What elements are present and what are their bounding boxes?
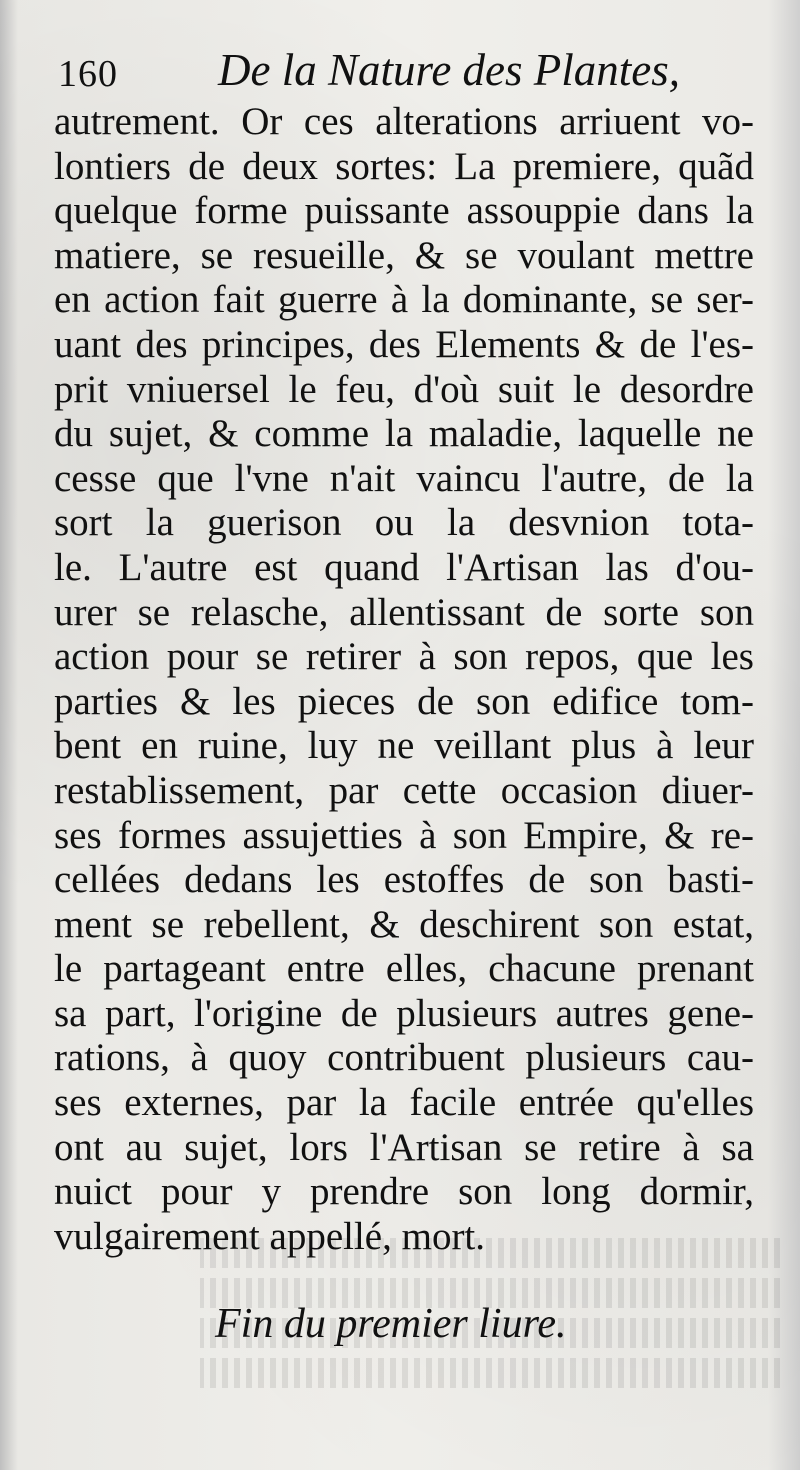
text-line: action pour se retirer à son repos, que les	[54, 635, 754, 679]
text-line: rations, à quoy contribuent plusieurs cau-	[54, 1036, 754, 1080]
body-text	[54, 100, 754, 1259]
text-line: le. L'autre est quand l'Artisan las d'ou-	[54, 545, 754, 589]
page-number: 160	[58, 53, 118, 95]
text-line: prit vniuersel le feu, d'où suit le desordre	[54, 367, 754, 411]
text-line: ont au sujet, lors l'Artisan se retire à sa	[54, 1125, 754, 1169]
text-line: en action fait guerre à la dominante, se ser-	[54, 278, 754, 322]
text-line: ses externes, par la facile entrée qu'elles	[54, 1081, 754, 1125]
running-title: De la Nature des Plantes,	[218, 45, 681, 95]
text-line: nuict pour y prendre son long dormir,	[54, 1170, 754, 1214]
text-line: cellées dedans les estoffes de son basti-	[54, 858, 754, 902]
text-line: ment se rebellent, & deschirent son estat,	[54, 902, 754, 946]
text-line: lontiers de deux sortes: La premiere, quãd	[54, 144, 754, 188]
page-header	[58, 44, 758, 100]
text-line: restablissement, par cette occasion diuer-	[54, 768, 754, 812]
text-line: ses formes assujetties à son Empire, & re-	[54, 813, 754, 857]
text-line: uant des principes, des Elements & de l'es-	[54, 322, 754, 366]
text-line: matiere, se resueille, & se voulant mettre	[54, 233, 754, 277]
text-line: autrement. Or ces alterations arriuent vo-	[54, 100, 754, 143]
text-line: parties & les pieces de son edifice tom-	[54, 679, 754, 723]
text-line: bent en ruine, luy ne veillant plus à leur	[54, 724, 754, 768]
text-line: sa part, l'origine de plusieurs autres gene-	[54, 991, 754, 1035]
bleed-line	[200, 1358, 780, 1388]
text-line: sort la guerison ou la desvnion tota-	[54, 501, 754, 545]
text-line: quelque forme puissante assouppie dans la	[54, 189, 754, 233]
text-line: urer se relasche, allentissant de sorte son	[54, 590, 754, 634]
colophon: Fin du premier liure.	[215, 1301, 567, 1347]
text-line: vulgairement appellé, mort.	[54, 1214, 486, 1258]
text-line: le partageant entre elles, chacune prenant	[54, 947, 754, 991]
text-line: cesse que l'vne n'ait vaincu l'autre, de la	[54, 456, 754, 500]
text-line: du sujet, & comme la maladie, laquelle ne	[54, 412, 754, 456]
